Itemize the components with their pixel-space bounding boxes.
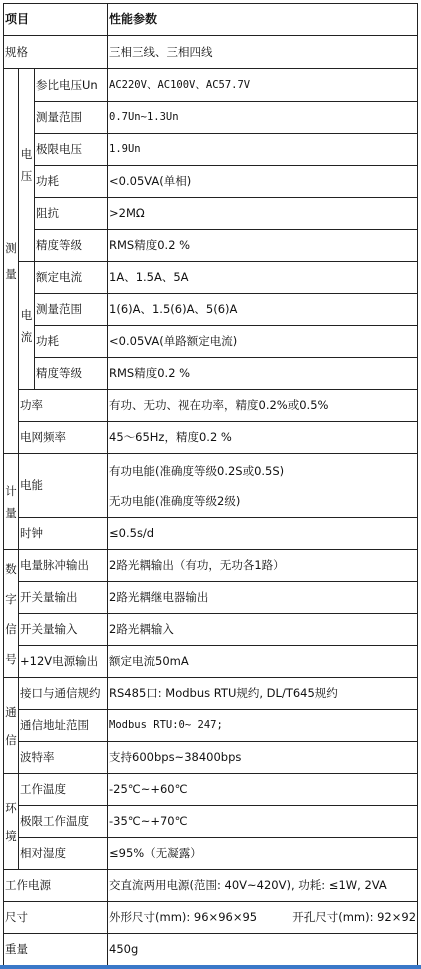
table-row [4,806,418,838]
table-row [4,646,418,678]
table-row [4,934,418,966]
row-value: 1A、1.5A、5A [108,262,418,294]
row-value: 有功、无功、视在功率，精度0.2%或0.5% [108,390,418,422]
row-value: 1.9Un [108,134,418,166]
group-voltage: 电压 [19,69,35,262]
group-comm: 通信 [4,678,19,774]
row-value: 1(6)A、1.5(6)A、5(6)A [108,294,418,326]
size-cutout: 开孔尺寸(mm): 92×92 [292,910,417,924]
row-label: 接口与通信规约 [19,678,108,710]
row-label: 尺寸 [4,902,108,934]
group-metering: 计量 [4,454,19,550]
row-value: 2路光耦继电器输出 [108,582,418,614]
row-label: 工作电源 [4,870,108,902]
table-row [4,678,418,710]
row-label: 参比电压Un [35,69,108,102]
table-header-row [4,4,418,36]
row-value: ≤0.5s/d [108,518,418,550]
table-row [4,838,418,870]
row-value: <0.05VA(单路额定电流) [108,326,418,358]
row-label: 功率 [19,390,108,422]
table-row [4,198,418,230]
row-value: 2路光耦输入 [108,614,418,646]
row-label: +12V电源输出 [19,646,108,678]
row-value: -25℃~+60℃ [108,774,418,806]
row-value: 支持600bps~38400bps [108,742,418,774]
row-label: 工作温度 [19,774,108,806]
table-row [4,518,418,550]
row-value: 450g [108,934,418,966]
row-label: 波特率 [19,742,108,774]
row-label: 极限工作温度 [19,806,108,838]
row-value [108,454,418,518]
group-current: 电流 [19,262,35,390]
table-row [4,166,418,198]
table-row [4,262,418,294]
row-label: 规格 [4,36,108,69]
row-value: Modbus RTU:0~ 247; [108,710,418,742]
row-label: 相对湿度 [19,838,108,870]
row-label: 重量 [4,934,108,966]
spec-table [3,3,418,966]
row-label: 阻抗 [35,198,108,230]
size-outer: 外形尺寸(mm): 96×96×95 [109,910,258,924]
group-digital: 数字信号 [4,550,19,678]
table-row [4,294,418,326]
header-item: 项目 [4,4,108,36]
row-value: RS485口: Modbus RTU规约, DL/T645规约 [108,678,418,710]
row-label: 电能 [19,454,108,518]
table-row [4,870,418,902]
table-row [4,550,418,582]
row-label: 功耗 [35,166,108,198]
table-row [4,358,418,390]
table-row [4,390,418,422]
row-label: 功耗 [35,326,108,358]
row-value: 2路光耦输出（有功，无功各1路） [108,550,418,582]
row-value: -35℃~+70℃ [108,806,418,838]
row-label: 极限电压 [35,134,108,166]
group-env: 环境 [4,774,19,870]
energy-reactive: 无功电能(准确度等级2级) [109,493,241,508]
table-row [4,582,418,614]
row-value: AC220V、AC100V、AC57.7V [108,69,418,102]
header-spec: 性能参数 [108,4,418,36]
table-row [4,710,418,742]
table-row [4,36,418,69]
row-label: 开关量输出 [19,582,108,614]
row-value: 三相三线、三相四线 [108,36,418,69]
row-label: 精度等级 [35,358,108,390]
row-label: 精度等级 [35,230,108,262]
row-value: 交直流两用电源(范围: 40V~420V), 功耗: ≤1W, 2VA [108,870,418,902]
table-row [4,422,418,454]
row-value: <0.05VA(单相) [108,166,418,198]
row-value: RMS精度0.2 % [108,358,418,390]
row-label: 开关量输入 [19,614,108,646]
table-row [4,230,418,262]
table-row [4,454,418,518]
table-row [4,614,418,646]
table-row [4,326,418,358]
table-row [4,69,418,102]
row-label: 通信地址范围 [19,710,108,742]
group-measure: 测量 [4,69,19,454]
row-label: 时钟 [19,518,108,550]
row-label: 电量脉冲输出 [19,550,108,582]
row-label: 电网频率 [19,422,108,454]
row-value: ≤95%（无凝露） [108,838,418,870]
table-row [4,742,418,774]
table-row [4,134,418,166]
bottom-scroll-bar [0,965,421,969]
row-value: 额定电流50mA [108,646,418,678]
row-label: 额定电流 [35,262,108,294]
row-value: 45～65Hz，精度0.2 % [108,422,418,454]
row-label: 测量范围 [35,294,108,326]
row-value [108,902,418,934]
row-value: >2MΩ [108,198,418,230]
row-label: 测量范围 [35,102,108,134]
row-value: 0.7Un~1.3Un [108,102,418,134]
table-row [4,902,418,934]
table-row [4,102,418,134]
energy-active: 有功电能(准确度等级0.2S或0.5S) [109,463,285,478]
table-row [4,774,418,806]
row-value: RMS精度0.2 % [108,230,418,262]
